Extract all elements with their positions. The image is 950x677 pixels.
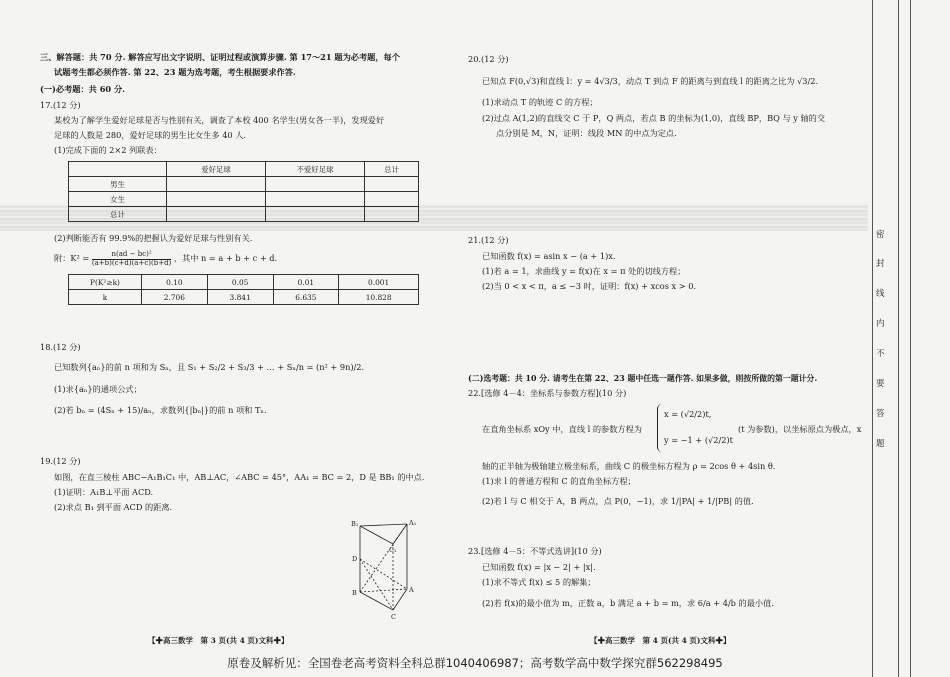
section3-title-line2: 试题考生都必须作答. 第 22、23 题为选考题，考生根据要求作答.	[54, 67, 296, 77]
table-header-cell: 爱好足球	[167, 162, 266, 177]
label-d: D	[352, 555, 358, 563]
left-footer: 【✚高三数学 第 3 页(共 4 页)文科✚】	[148, 636, 289, 645]
q22-text-1a: 在直角坐标系 xOy 中，直线 l 的参数方程为	[482, 424, 642, 434]
table-cell: 2.706	[142, 290, 208, 305]
q22-text-3: (1)求 l 的普通方程和 C 的直角坐标方程；	[482, 476, 636, 486]
q19-text-3: (2)求点 B₁ 到平面 ACD 的距离.	[54, 502, 173, 512]
critical-value-table	[68, 274, 419, 305]
q23-head: 23.[选修 4－5：不等式选讲](10 分)	[468, 546, 602, 556]
edge-da	[360, 559, 407, 589]
margin-line	[910, 0, 911, 677]
formula-denominator: (a+b)(c+d)(a+c)(b+d)	[91, 258, 172, 267]
prism-figure	[345, 514, 415, 624]
table-cell: 0.05	[207, 275, 273, 290]
seal-char: 封	[876, 259, 885, 269]
label-b1: B₁	[351, 520, 359, 528]
seal-char: 密	[876, 230, 885, 240]
q18-head: 18.(12 分)	[40, 342, 81, 352]
label-c1: C₁	[389, 546, 397, 554]
formula-numerator: n(ad − bc)²	[92, 251, 171, 260]
seal-char: 不	[876, 349, 885, 359]
edge-ba	[360, 589, 407, 592]
optional-title: (二)选考题：共 10 分. 请考生在第 22、23 题中任选一题作答. 如果多做，则按所做的第一题计分.	[468, 374, 818, 383]
row-label: 男生	[69, 177, 167, 192]
table-row	[69, 207, 419, 222]
row-label: k	[69, 290, 142, 305]
q19-head: 19.(12 分)	[40, 456, 81, 466]
q21-text-2: (1)若 a = 1，求曲线 y = f(x)在 x = π 处的切线方程；	[482, 266, 686, 276]
q20-text-2: (1)求动点 T 的轨迹 C 的方程；	[482, 97, 598, 107]
q22-eq-1: x = (√2/2)t,	[664, 409, 712, 419]
q18-text-1b: S₂/2 + S₃/3 + … + Sₙ/n = (n² + 9n)/2.	[208, 362, 365, 372]
table-cell: 0.01	[273, 275, 339, 290]
section3-title: 三、解答题：共 70 分. 解答应写出文字说明、证明过程或演算步骤. 第 17～21 题为必考题，每个	[40, 52, 400, 62]
q20-head: 20.(12 分)	[468, 54, 509, 64]
contingency-table	[68, 161, 419, 222]
q19-text-2: (1)证明：A₁B⊥平面 ACD.	[54, 487, 154, 497]
q21-text-1: 已知函数 f(x) = asin x − (a + 1)x.	[482, 251, 616, 261]
q18-text-2: (1)求{aₙ}的通项公式；	[54, 384, 142, 394]
q22-text-4: (2)若 l 与 C 相交于 A，B 两点，点 P(0，−1)，求 1/|PA| + 1/|PB| 的值.	[482, 496, 754, 506]
q22-eq-2: y = −1 + (√2/2)t	[664, 435, 733, 445]
q20-text-3: (2)过点 A(1,2)的直线交 C 于 P，Q 两点，若点 B 的坐标为(1,0)，直线 BP，BQ 与 y 轴的交	[482, 113, 826, 123]
formula-fraction	[92, 251, 171, 267]
binding-margin	[868, 0, 950, 677]
margin-line	[872, 0, 873, 677]
q17-head: 17.(12 分)	[40, 100, 81, 110]
q17-text-2: 足球的人数是 280，爱好足球的男生比女生多 40 人.	[54, 130, 247, 140]
right-footer: 【✚高三数学 第 4 页(共 4 页)文科✚】	[590, 636, 731, 645]
q17-text-1: 某校为了解学生爱好足球是否与性别有关，调查了本校 400 名学生(男女各一半)，发现爱好	[54, 115, 385, 125]
seal-char: 要	[876, 379, 885, 389]
table-row	[69, 177, 419, 192]
label-c: C	[391, 613, 396, 621]
q21-head: 21.(12 分)	[468, 235, 509, 245]
formula-prefix: 附：K² =	[54, 253, 90, 264]
edge-b1a1	[360, 524, 407, 526]
q22-text-2: 轴的正半轴为极轴建立极坐标系，曲线 C 的极坐标方程为 ρ = 2cos θ + 4sin θ.	[482, 461, 776, 471]
q17-text-3: (1)完成下面的 2×2 列联表：	[54, 145, 162, 155]
q17-formula	[54, 251, 277, 267]
table-cell: 0.10	[142, 275, 208, 290]
table-row	[69, 290, 419, 305]
q17-text-4: (2)判断能否有 99.9%的把握认为爱好足球与性别有关.	[54, 233, 253, 243]
required-title: (一)必考题：共 60 分.	[40, 84, 126, 94]
row-label: 总计	[69, 207, 167, 222]
formula-suffix: ，其中 n = a + b + c + d.	[173, 253, 278, 264]
seal-char: 内	[876, 319, 885, 329]
label-a: A	[409, 586, 414, 594]
seal-char: 答	[876, 409, 885, 419]
brace	[657, 404, 662, 452]
q18-text-1	[54, 362, 364, 373]
q22-head: 22.[选修 4－4：坐标系与参数方程](10 分)	[468, 388, 627, 398]
q23-text-2: (1)求不等式 f(x) ≤ 5 的解集；	[482, 577, 596, 587]
q19-text-1: 如图，在直三棱柱 ABC−A₁B₁C₁ 中，AB⊥AC，∠ABC = 45°，AA₁ = BC = 2，D 是 BB₁ 的中点.	[54, 472, 425, 482]
edge-bc	[360, 592, 393, 610]
table-cell: 10.828	[339, 290, 419, 305]
q20-text-4: 点分别是 M，N，证明：线段 MN 的中点为定点.	[496, 128, 677, 138]
q23-text-1: 已知函数 f(x) = |x − 2| + |x|.	[482, 562, 596, 572]
seal-char: 题	[876, 439, 885, 449]
q18-text-3: (2)若 bₙ = (4Sₙ + 15)/aₙ，求数列{|bₙ|}的前 n 项和 Tₙ.	[54, 405, 267, 415]
row-label: 女生	[69, 192, 167, 207]
table-cell: 6.635	[273, 290, 339, 305]
table-cell: 3.841	[207, 290, 273, 305]
label-b: B	[352, 589, 357, 597]
q21-text-3: (2)当 0 < x < π，a ≤ −3 时，证明：f(x) + xcos x > 0.	[482, 281, 697, 291]
source-note: 原卷及解析见：全国卷老高考资料全科总群1040406987；高考数学高中数学探究群562298495	[227, 656, 723, 670]
table-cell: 0.001	[339, 275, 419, 290]
row-label: P(K²≥k)	[69, 275, 142, 290]
edge-b1c1	[360, 526, 393, 544]
margin-line	[898, 0, 899, 677]
seal-char: 线	[876, 289, 885, 299]
table-header-cell: 总计	[365, 162, 419, 177]
table-header-cell	[69, 162, 167, 177]
q20-text-1: 已知点 F(0,√3)和直线 l：y = 4√3/3，动点 T 到点 F 的距离与到直线 l 的距离之比为 √3/2.	[482, 76, 819, 86]
table-row	[69, 275, 419, 290]
edge-ac	[393, 589, 407, 610]
label-a1: A₁	[409, 519, 417, 527]
q23-text-3: (2)若 f(x)的最小值为 m，正数 a，b 满足 a + b = m，求 6/a + 4/b 的最小值.	[482, 598, 774, 608]
table-header-cell: 不爱好足球	[266, 162, 365, 177]
table-row	[69, 192, 419, 207]
q22-text-1b: (t 为参数)，以坐标原点为极点，x	[738, 424, 862, 434]
q18-text-1a: 已知数列{aₙ}的前 n 项和为 Sₙ，且 S₁ +	[54, 362, 207, 372]
